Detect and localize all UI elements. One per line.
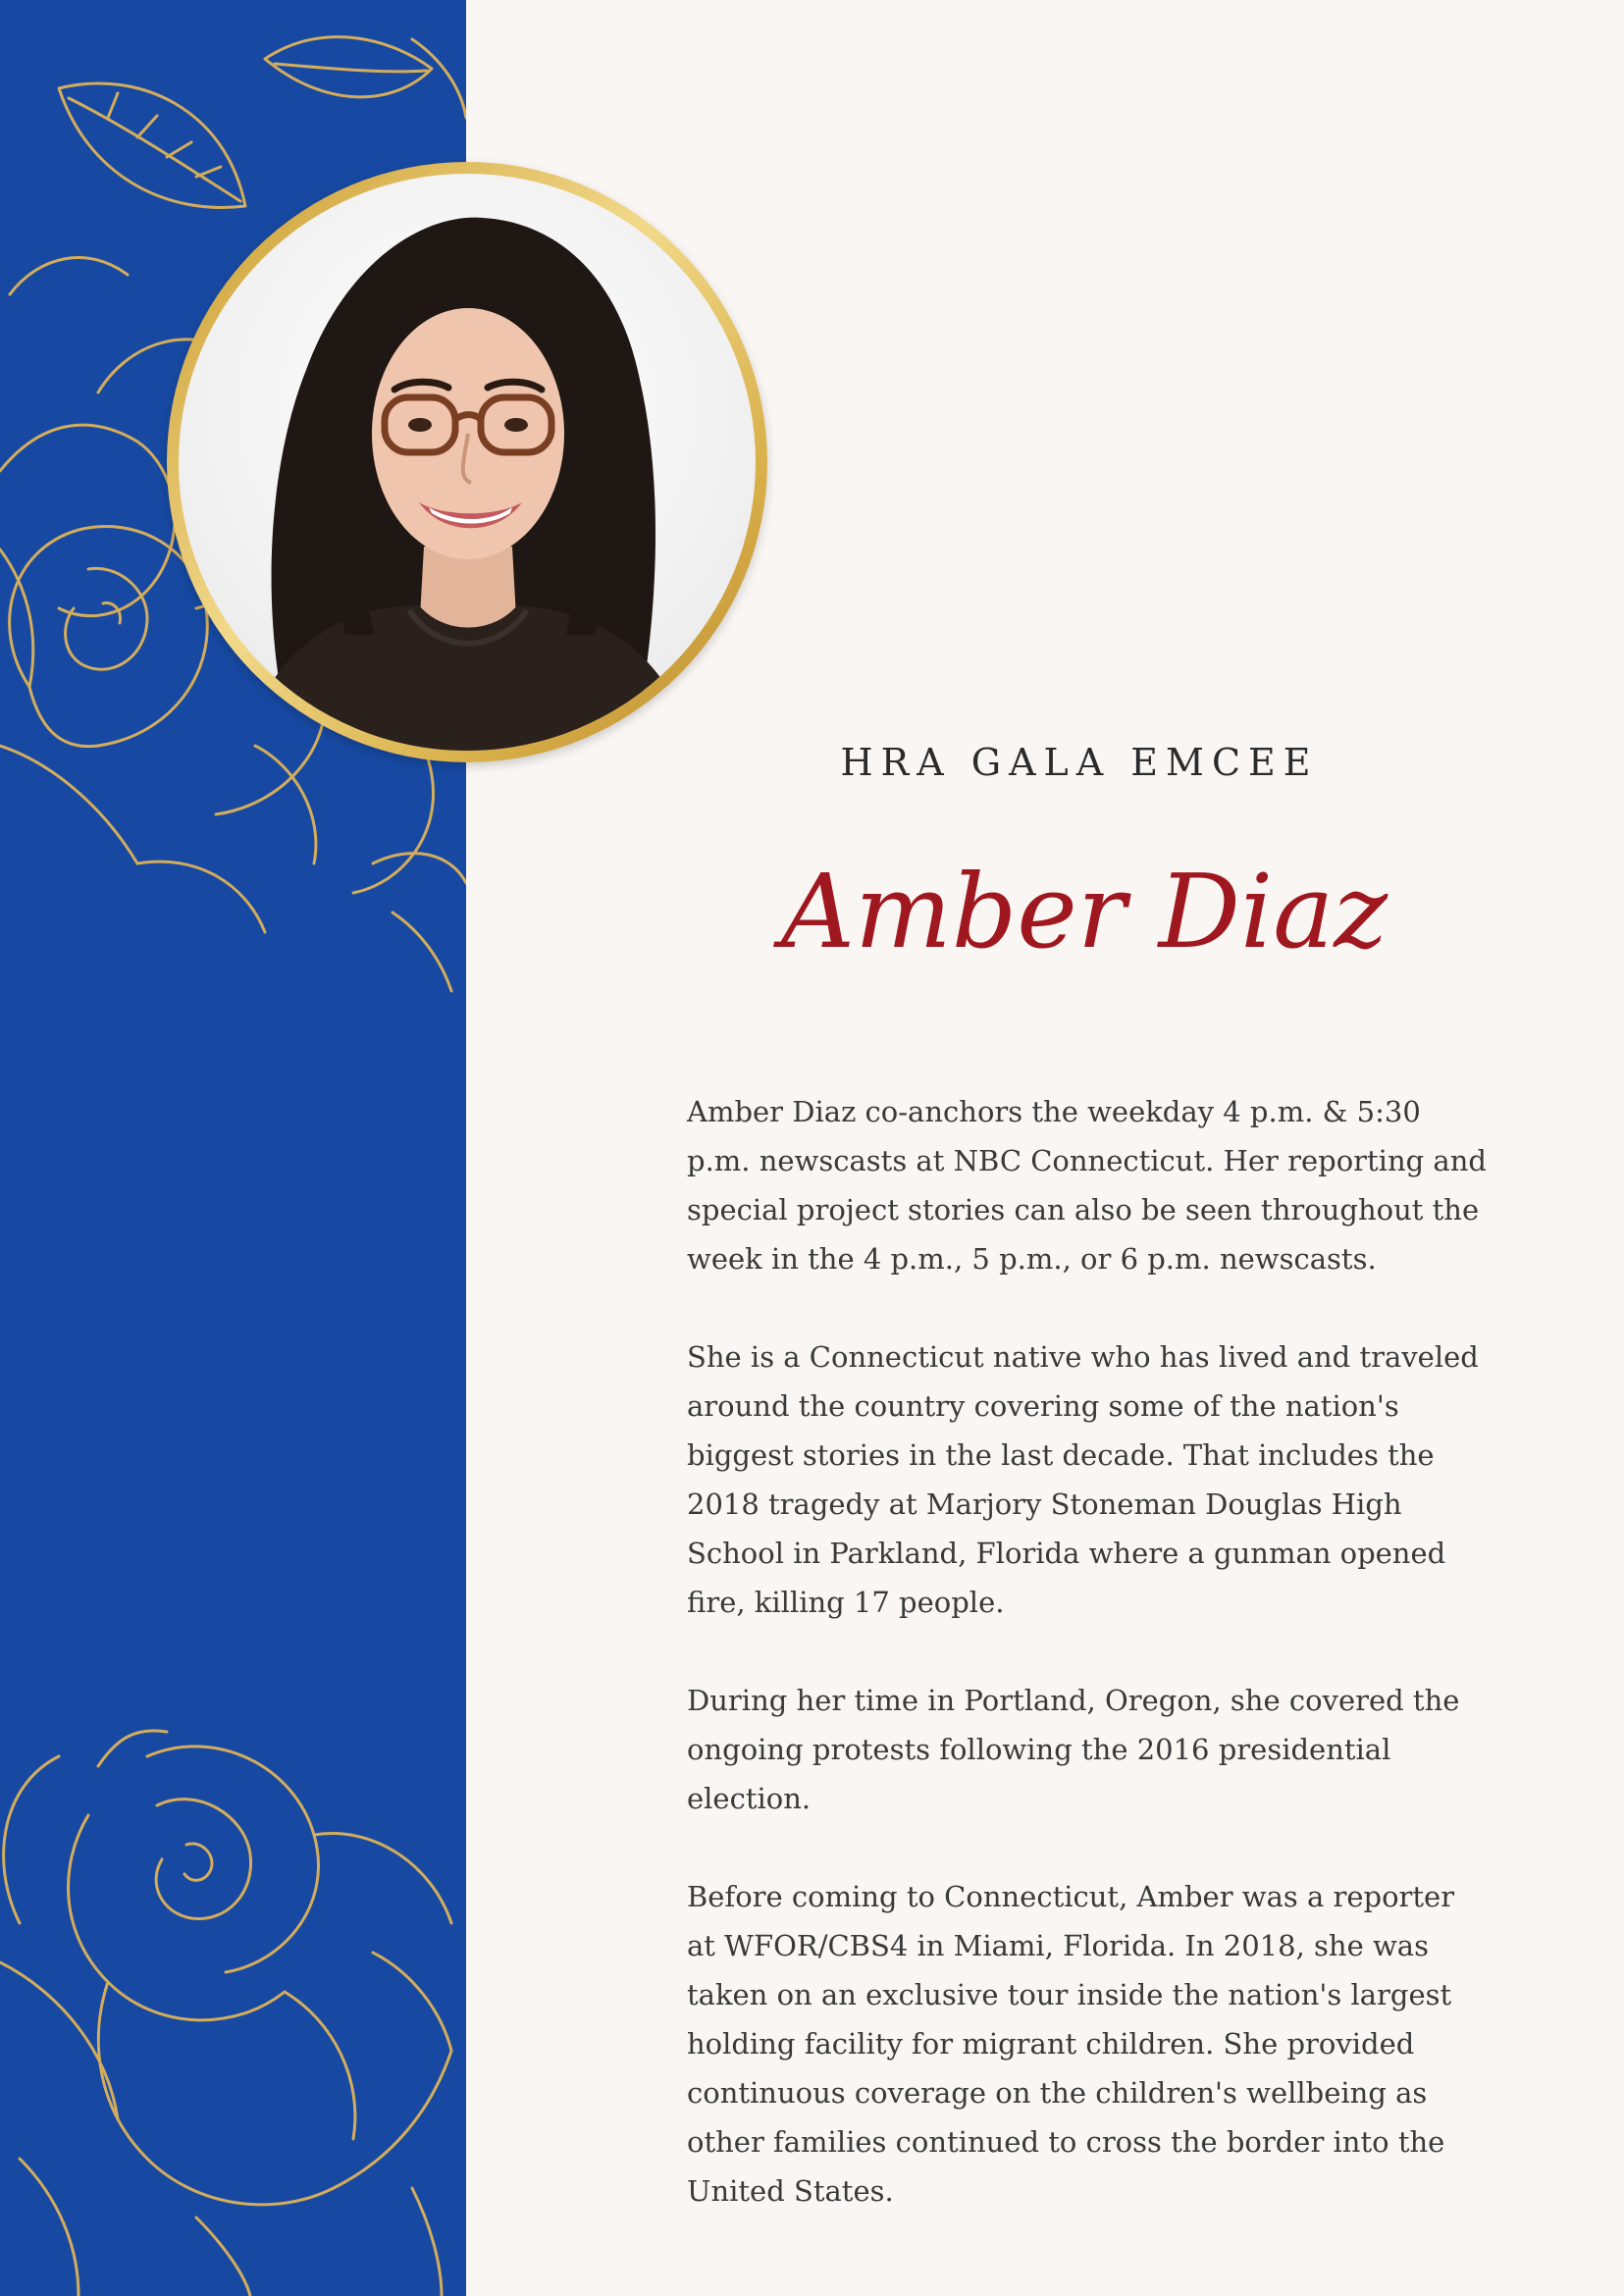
section-eyebrow: HRA GALA EMCEE — [840, 741, 1319, 784]
bio-paragraph: During her time in Portland, Oregon, she covered the ongoing protests following the 2016 presidential election. — [687, 1684, 1460, 1815]
portrait-illustration — [179, 174, 756, 751]
bio-text — [687, 1087, 1492, 2265]
portrait-frame — [167, 162, 767, 762]
portrait-photo — [179, 174, 756, 751]
bio-paragraph: She is a Connecticut native who has lived and traveled around the country covering some of the nation's biggest stories in the last decade. That includes the 2018 tragedy at Marjory Stoneman Douglas High School in Parkland, Florida where a gunman opened fire, killing 17 people. — [687, 1340, 1479, 1619]
bio-paragraph: Amber Diaz co-anchors the weekday 4 p.m. & 5:30 p.m. newscasts at NBC Connecticut. Her reporting and special project stories can also be seen throughout the week in the 4 p.m., 5 p.m., or 6 p.m. newscasts. — [687, 1095, 1487, 1276]
bio-paragraph: Before coming to Connecticut, Amber was a reporter at WFOR/CBS4 in Miami, Florida. In 2018, she was taken on an exclusive tour inside the nation's largest holding facility for migrant children. She provided continuous coverage on the children's wellbeing as other families continued to cross the border into the United States. — [687, 1880, 1455, 2208]
emcee-name: Amber Diaz — [780, 852, 1388, 971]
